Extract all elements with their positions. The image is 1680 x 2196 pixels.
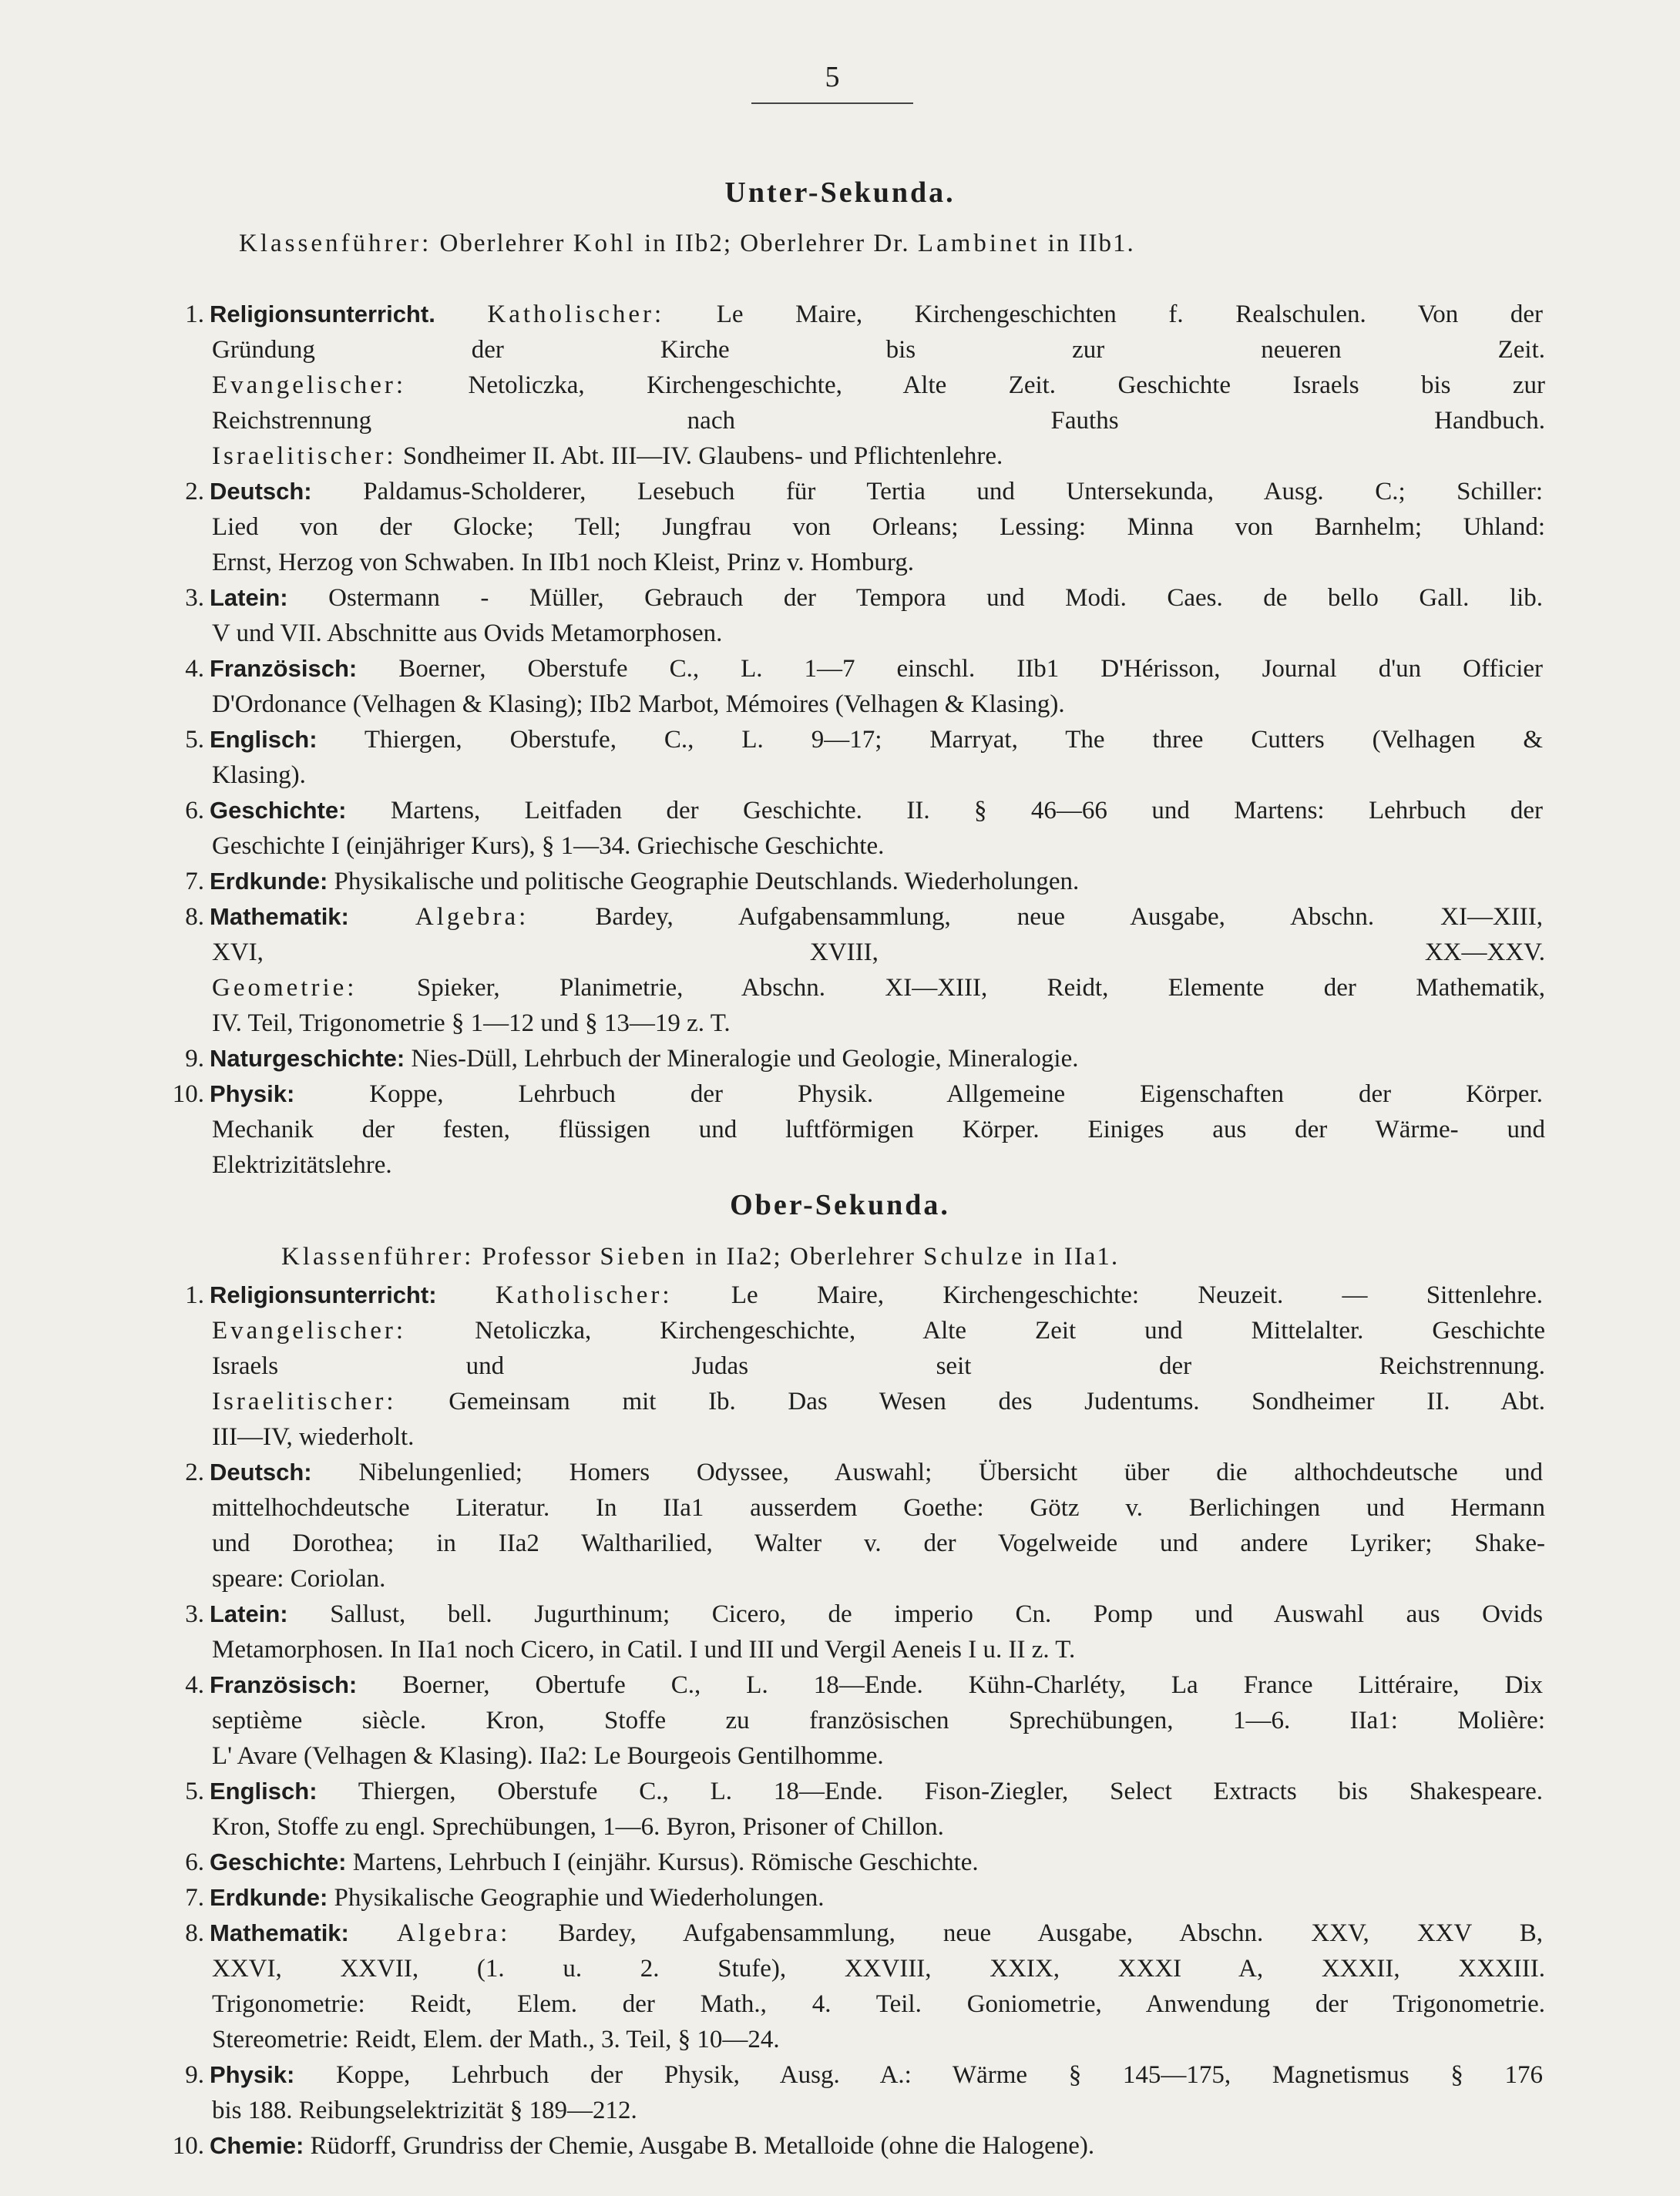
- text-line: [212, 1112, 1545, 1147]
- text-line: [212, 970, 1545, 1006]
- text-line: [210, 864, 1543, 899]
- line-text: Thiergen, Oberstufe C., L. 18—Ende. Fison-Ziegler, Select Extracts bis Shakespeare.: [358, 1778, 1544, 1805]
- leader-part: Lambinet: [917, 230, 1040, 257]
- text-line: [210, 1880, 1543, 1916]
- subject-name: Religionsunterricht:: [210, 1281, 437, 1308]
- line-text: III—IV, wiederholt.: [212, 1423, 415, 1451]
- leader-label: Klassenführer:: [239, 230, 432, 257]
- line-text: XXVI, XXVII, (1. u. 2. Stufe), XXVIII, XXIX, XXXI A, XXXII, XXXIII.: [212, 1955, 1545, 1983]
- text-line: [212, 757, 1545, 793]
- text-line: [212, 2093, 1545, 2128]
- item-number: 8.: [185, 903, 204, 931]
- page-number-rule: [751, 102, 913, 104]
- item-number: 4.: [185, 655, 204, 683]
- line-text: und Dorothea; in IIa2 Waltharilied, Walter v. der Vogelweide und andere Lyriker; Shake-: [212, 1529, 1545, 1557]
- text-line: [210, 1597, 1543, 1632]
- leader-part: in IIa1.: [1033, 1243, 1120, 1271]
- subject-name: Naturgeschichte:: [210, 1045, 405, 1072]
- line-text: Bardey, Aufgabensammlung, neue Ausgabe, Abschn. XXV, XXV B,: [558, 1919, 1543, 1947]
- line-text: septième siècle. Kron, Stoffe zu französischen Sprechübungen, 1—6. IIa1: Molière:: [212, 1707, 1545, 1734]
- line-text: bis 188. Reibungselektrizität § 189—212.: [212, 2097, 637, 2124]
- item-number: 7.: [185, 1884, 204, 1912]
- item-number: 9.: [185, 1045, 204, 1073]
- leader-part: Kohl: [573, 230, 637, 257]
- text-line: [212, 332, 1545, 368]
- item-number: 6.: [185, 1848, 204, 1876]
- line-text: IV. Teil, Trigonometrie § 1—12 und § 13—19 z. T.: [212, 1009, 731, 1037]
- subject-name: Französisch:: [210, 1671, 358, 1698]
- text-line: [212, 545, 1545, 580]
- text-line: [212, 1313, 1545, 1348]
- text-line: [210, 580, 1543, 616]
- text-line: [210, 1278, 1543, 1313]
- text-line: [212, 509, 1545, 545]
- text-line: [212, 1738, 1545, 1774]
- line-text: Le Maire, Kirchengeschichten f. Realschulen. Von der: [716, 301, 1543, 328]
- subject-name: Deutsch:: [210, 1459, 312, 1486]
- item-number: 10.: [172, 2132, 204, 2160]
- item-number: 8.: [185, 1919, 204, 1947]
- text-line: [210, 474, 1543, 509]
- line-text: D'Ordonance (Velhagen & Klasing); IIb2 Marbot, Mémoires (Velhagen & Klasing).: [212, 690, 1065, 718]
- denomination-label: Katholischer:: [495, 1281, 673, 1309]
- denomination-label: Geometrie:: [212, 974, 358, 1002]
- subject-name: Mathematik:: [210, 903, 349, 930]
- line-text: Netoliczka, Kirchengeschichte, Alte Zeit und Mittelalter. Geschichte: [475, 1317, 1545, 1345]
- subject-name: Erdkunde:: [210, 868, 328, 895]
- leader-part: Sieben: [600, 1243, 688, 1271]
- text-line: [210, 1076, 1543, 1112]
- text-line: [212, 1703, 1545, 1738]
- leader-label: Klassenführer:: [281, 1243, 475, 1271]
- text-line: [212, 1147, 1545, 1183]
- line-text: Koppe, Lehrbuch der Physik, Ausg. A.: Wärme § 145—175, Magnetismus § 176: [335, 2061, 1544, 2089]
- item-number: 1.: [185, 1281, 204, 1309]
- subject-name: Mathematik:: [210, 1919, 349, 1946]
- text-line: [212, 1632, 1545, 1667]
- text-line: [210, 1455, 1543, 1490]
- line-text: Martens, Lehrbuch I (einjähr. Kursus). Römische Geschichte.: [352, 1848, 979, 1876]
- leader-part: Oberlehrer: [439, 230, 566, 257]
- line-text: Elektrizitätslehre.: [212, 1151, 392, 1179]
- line-text: XVI, XVIII, XX—XXV.: [212, 939, 1545, 966]
- class-leaders: [239, 230, 1135, 258]
- text-line: [212, 616, 1545, 651]
- section-title: Unter-Sekunda.: [724, 176, 956, 209]
- item-number: 2.: [185, 478, 204, 505]
- line-text: Mechanik der festen, flüssigen und luftförmigen Körper. Einiges aus der Wärme- und: [212, 1116, 1545, 1143]
- line-text: Ernst, Herzog von Schwaben. In IIb1 noch Kleist, Prinz v. Homburg.: [212, 549, 914, 576]
- text-line: [212, 1490, 1545, 1526]
- subject-name: Englisch:: [210, 1778, 318, 1805]
- subject-name: Physik:: [210, 1080, 295, 1107]
- denomination-label: Israelitischer:: [212, 1388, 397, 1415]
- text-line: [210, 1667, 1543, 1703]
- text-line: [212, 403, 1545, 438]
- text-line: [212, 1809, 1545, 1845]
- text-line: [212, 1348, 1545, 1384]
- line-text: Sondheimer II. Abt. III—IV. Glaubens- und Pflichtenlehre.: [402, 442, 1003, 470]
- leader-part: Professor: [482, 1243, 593, 1271]
- subject-name: Englisch:: [210, 726, 318, 753]
- line-text: Koppe, Lehrbuch der Physik. Allgemeine Eigenschaften der Körper.: [369, 1080, 1543, 1108]
- subject-name: Geschichte:: [210, 797, 347, 824]
- line-text: Spieker, Planimetrie, Abschn. XI—XIII, Reidt, Elemente der Mathematik,: [416, 974, 1546, 1002]
- item-number: 6.: [185, 797, 204, 824]
- text-line: [212, 1384, 1545, 1419]
- line-text: Nies-Düll, Lehrbuch der Mineralogie und Geologie, Mineralogie.: [411, 1045, 1079, 1073]
- text-line: [212, 828, 1545, 864]
- subject-name: Geschichte:: [210, 1848, 347, 1875]
- denomination-label: Evangelischer:: [212, 371, 407, 399]
- line-text: Physikalische Geographie und Wiederholungen.: [334, 1884, 825, 1912]
- text-line: [212, 1419, 1545, 1455]
- line-text: L' Avare (Velhagen & Klasing). IIa2: Le Bourgeois Gentilhomme.: [212, 1742, 884, 1770]
- text-line: [210, 1845, 1543, 1880]
- text-line: [210, 2128, 1543, 2164]
- line-text: Ostermann - Müller, Gebrauch der Tempora und Modi. Caes. de bello Gall. lib.: [328, 584, 1543, 612]
- text-line: [212, 368, 1545, 403]
- line-text: Rüdorff, Grundriss der Chemie, Ausgabe B. Metalloide (ohne die Halogene).: [310, 2132, 1095, 2160]
- line-text: V und VII. Abschnitte aus Ovids Metamorphosen.: [212, 620, 723, 647]
- line-text: Bardey, Aufgabensammlung, neue Ausgabe, Abschn. XI—XIII,: [595, 903, 1544, 931]
- line-text: mittelhochdeutsche Literatur. In IIa1 ausserdem Goethe: Götz v. Berlichingen und Hermann: [212, 1494, 1545, 1522]
- leader-part: in IIb2; Oberlehrer Dr.: [643, 230, 910, 257]
- line-text: Lied von der Glocke; Tell; Jungfrau von Orleans; Lessing: Minna von Barnhelm; Uhland:: [212, 513, 1545, 541]
- page-number: 5: [825, 61, 840, 93]
- text-line: [210, 899, 1543, 935]
- text-line: [212, 1526, 1545, 1561]
- subject-name: Physik:: [210, 2061, 295, 2088]
- leader-part: in IIb1.: [1047, 230, 1135, 257]
- text-line: [210, 297, 1543, 332]
- text-line: [212, 1561, 1545, 1597]
- line-text: Paldamus-Scholderer, Lesebuch für Tertia und Untersekunda, Ausg. C.; Schiller:: [363, 478, 1543, 505]
- line-text: Stereometrie: Reidt, Elem. der Math., 3. Teil, § 10—24.: [212, 2026, 780, 2053]
- line-text: Netoliczka, Kirchengeschichte, Alte Zeit. Geschichte Israels bis zur: [468, 371, 1546, 399]
- line-text: Gemeinsam mit Ib. Das Wesen des Judentums. Sondheimer II. Abt.: [449, 1388, 1545, 1415]
- subject-name: Chemie:: [210, 2132, 304, 2159]
- subject-name: Latein:: [210, 584, 288, 611]
- text-line: [210, 722, 1543, 757]
- item-number: 2.: [185, 1459, 204, 1486]
- line-text: Sallust, bell. Jugurthinum; Cicero, de imperio Cn. Pomp und Auswahl aus Ovids: [330, 1600, 1543, 1628]
- line-text: Gründung der Kirche bis zur neueren Zeit.: [212, 336, 1545, 364]
- line-text: Le Maire, Kirchengeschichte: Neuzeit. — Sittenlehre.: [731, 1281, 1543, 1309]
- item-number: 3.: [185, 1600, 204, 1628]
- text-line: [210, 651, 1543, 687]
- text-line: [212, 1986, 1545, 2022]
- denomination-label: Israelitischer:: [212, 442, 397, 470]
- line-text: Thiergen, Oberstufe, C., L. 9—17; Marryat, The three Cutters (Velhagen &: [364, 726, 1543, 754]
- line-text: Physikalische und politische Geographie Deutschlands. Wiederholungen.: [334, 868, 1080, 895]
- line-text: Martens, Leitfaden der Geschichte. II. § 46—66 und Martens: Lehrbuch der: [390, 797, 1543, 824]
- line-text: speare: Coriolan.: [212, 1565, 386, 1593]
- text-line: [212, 1951, 1545, 1986]
- text-line: [210, 1774, 1543, 1809]
- text-line: [210, 1916, 1543, 1951]
- denomination-label: Algebra:: [396, 1919, 511, 1947]
- text-line: [210, 2057, 1543, 2093]
- line-text: Kron, Stoffe zu engl. Sprechübungen, 1—6. Byron, Prisoner of Chillon.: [212, 1813, 944, 1841]
- line-text: Trigonometrie: Reidt, Elem. der Math., 4. Teil. Goniometrie, Anwendung der Trigonometrie.: [212, 1990, 1545, 2018]
- subject-name: Französisch:: [210, 655, 358, 682]
- line-text: Nibelungenlied; Homers Odyssee, Auswahl; Übersicht über die althochdeutsche und: [358, 1459, 1544, 1486]
- text-line: [210, 1041, 1543, 1076]
- text-line: [212, 935, 1545, 970]
- item-number: 9.: [185, 2061, 204, 2089]
- text-line: [212, 2022, 1545, 2057]
- item-number: 7.: [185, 868, 204, 895]
- leader-part: Schulze: [923, 1243, 1026, 1271]
- subject-name: Latein:: [210, 1600, 288, 1627]
- line-text: Israels und Judas seit der Reichstrennung.: [212, 1352, 1545, 1380]
- class-leaders: [281, 1243, 1119, 1271]
- text-line: [212, 438, 1545, 474]
- line-text: Metamorphosen. In IIa1 noch Cicero, in Catil. I und III und Vergil Aeneis I u. II z. T.: [212, 1636, 1076, 1664]
- line-text: Boerner, Oberstufe C., L. 1—7 einschl. IIb1 D'Hérisson, Journal d'un Officier: [398, 655, 1543, 683]
- item-number: 3.: [185, 584, 204, 612]
- text-line: [212, 687, 1545, 722]
- subject-name: Deutsch:: [210, 478, 312, 505]
- text-line: [212, 1006, 1545, 1041]
- text-line: [210, 793, 1543, 828]
- line-text: Reichstrennung nach Fauths Handbuch.: [212, 407, 1545, 435]
- item-number: 1.: [185, 301, 204, 328]
- line-text: Klasing).: [212, 761, 306, 789]
- item-number: 4.: [185, 1671, 204, 1699]
- item-number: 5.: [185, 726, 204, 754]
- subject-name: Religionsunterricht.: [210, 301, 435, 327]
- item-number: 5.: [185, 1778, 204, 1805]
- line-text: Geschichte I (einjähriger Kurs), § 1—34. Griechische Geschichte.: [212, 832, 885, 860]
- section-title: Ober-Sekunda.: [730, 1189, 950, 1221]
- subject-name: Erdkunde:: [210, 1884, 328, 1911]
- denomination-label: Algebra:: [415, 903, 529, 931]
- denomination-label: Katholischer:: [487, 301, 665, 328]
- leader-part: in IIa2; Oberlehrer: [695, 1243, 916, 1271]
- line-text: Boerner, Obertufe C., L. 18—Ende. Kühn-Charléty, La France Littéraire, Dix: [402, 1671, 1544, 1699]
- item-number: 10.: [172, 1080, 204, 1108]
- denomination-label: Evangelischer:: [212, 1317, 407, 1345]
